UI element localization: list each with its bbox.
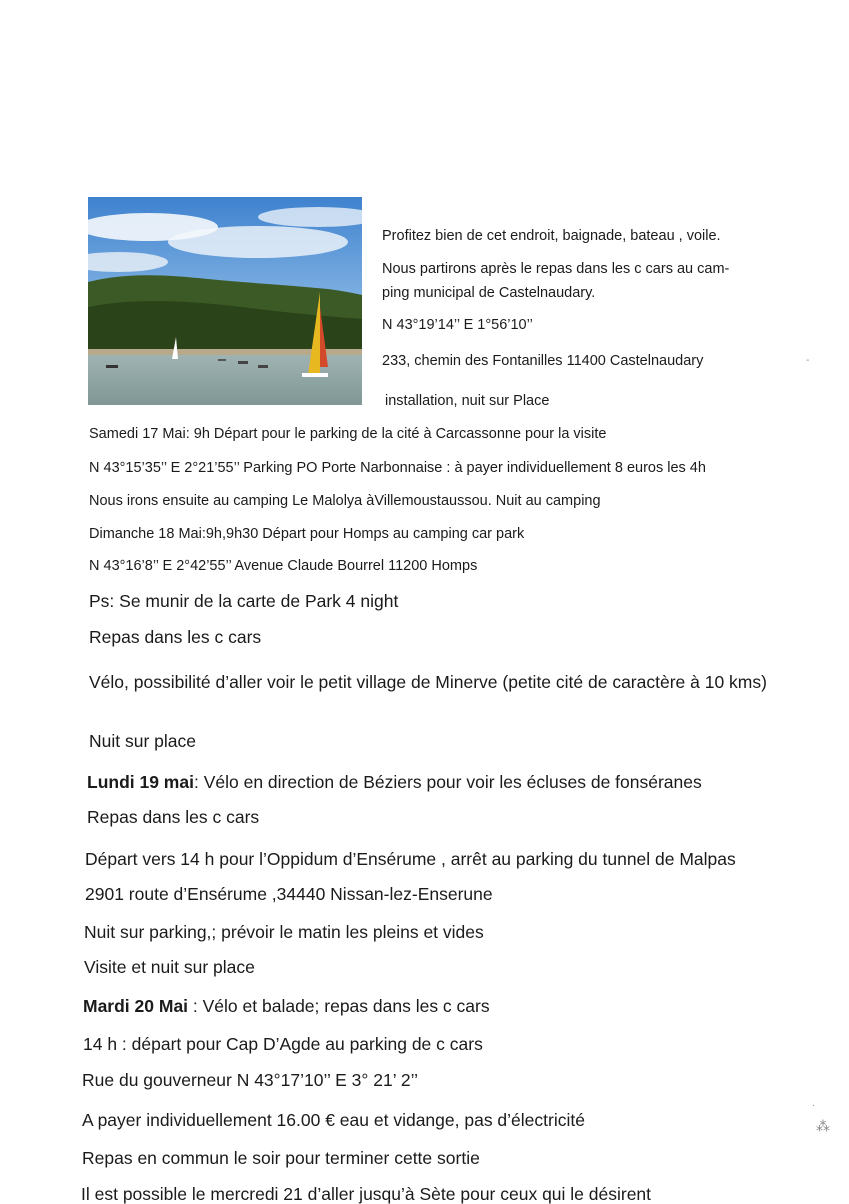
scan-speck: - [806, 355, 810, 366]
scan-speck: · [812, 1100, 816, 1111]
side-text-line-4: N 43°19’14’’ E 1°56’10’’ [382, 317, 533, 333]
body-line-10: Visite et nuit sur place [84, 957, 255, 977]
body-line-12: 14 h : départ pour Cap D’Agde au parking de c cars [83, 1034, 483, 1054]
body-line-5 [87, 773, 702, 792]
body-line-11 [83, 997, 490, 1016]
side-text-line-5: 233, chemin des Fontanilles 11400 Castelnaudary [382, 353, 704, 369]
body-line-14: A payer individuellement 16.00 € eau et vidange, pas d’électricité [82, 1110, 585, 1130]
side-text-line-6: installation, nuit sur Place [385, 393, 550, 409]
body-line-7: Départ vers 14 h pour l’Oppidum d’Ensérume , arrêt au parking du tunnel de Malpas [85, 849, 736, 869]
body-line-8: 2901 route d’Ensérume ,34440 Nissan-lez-Enserune [85, 884, 493, 904]
body-line-16: Il est possible le mercredi 21 d’aller jusqu’à Sète pour ceux qui le désirent [81, 1184, 652, 1204]
body-line-15: Repas en commun le soir pour terminer cette sortie [82, 1148, 480, 1168]
day-heading-tuesday: Mardi 20 Mai [83, 996, 189, 1016]
lake-sailing-image [88, 197, 362, 405]
side-text-line-3: ping municipal de Castelnaudary. [382, 285, 596, 301]
scan-speck: ⁂ [816, 1118, 830, 1134]
body-line-9: Nuit sur parking,; prévoir le matin les pleins et vides [84, 922, 484, 942]
itinerary-line-5: N 43°16’8’’ E 2°42’55’’ Avenue Claude Bourrel 11200 Homps [89, 558, 478, 574]
day-heading-monday: Lundi 19 mai [87, 772, 194, 792]
tuesday-text: : Vélo et balade; repas dans les c cars [188, 996, 490, 1016]
body-line-3: Vélo, possibilité d’aller voir le petit village de Minerve (petite cité de caractère à 10 kms) [89, 672, 767, 692]
side-text-line-2: Nous partirons après le repas dans les c cars au cam- [382, 261, 730, 277]
itinerary-line-3: Nous irons ensuite au camping Le Malolya àVillemoustaussou. Nuit au camping [89, 493, 601, 509]
body-line-6: Repas dans les c cars [87, 807, 260, 827]
body-line-4: Nuit sur place [89, 731, 196, 751]
body-line-1: Ps: Se munir de la carte de Park 4 night [89, 591, 399, 611]
itinerary-line-4: Dimanche 18 Mai:9h,9h30 Départ pour Homps au camping car park [89, 526, 525, 542]
monday-text: : Vélo en direction de Béziers pour voir les écluses de fonséranes [193, 772, 702, 792]
body-line-2: Repas dans les c cars [89, 627, 262, 647]
itinerary-line-1: Samedi 17 Mai: 9h Départ pour le parking de la cité à Carcassonne pour la visite [89, 426, 607, 442]
body-line-13: Rue du gouverneur N 43°17’10’’ E 3° 21’ 2’’ [82, 1070, 419, 1090]
side-text-line-1: Profitez bien de cet endroit, baignade, bateau , voile. [382, 228, 721, 244]
itinerary-line-2: N 43°15’35’’ E 2°21’55’’ Parking PO Porte Narbonnaise : à payer individuellement 8 euros les 4h [89, 460, 706, 476]
lake-photo [88, 197, 362, 405]
